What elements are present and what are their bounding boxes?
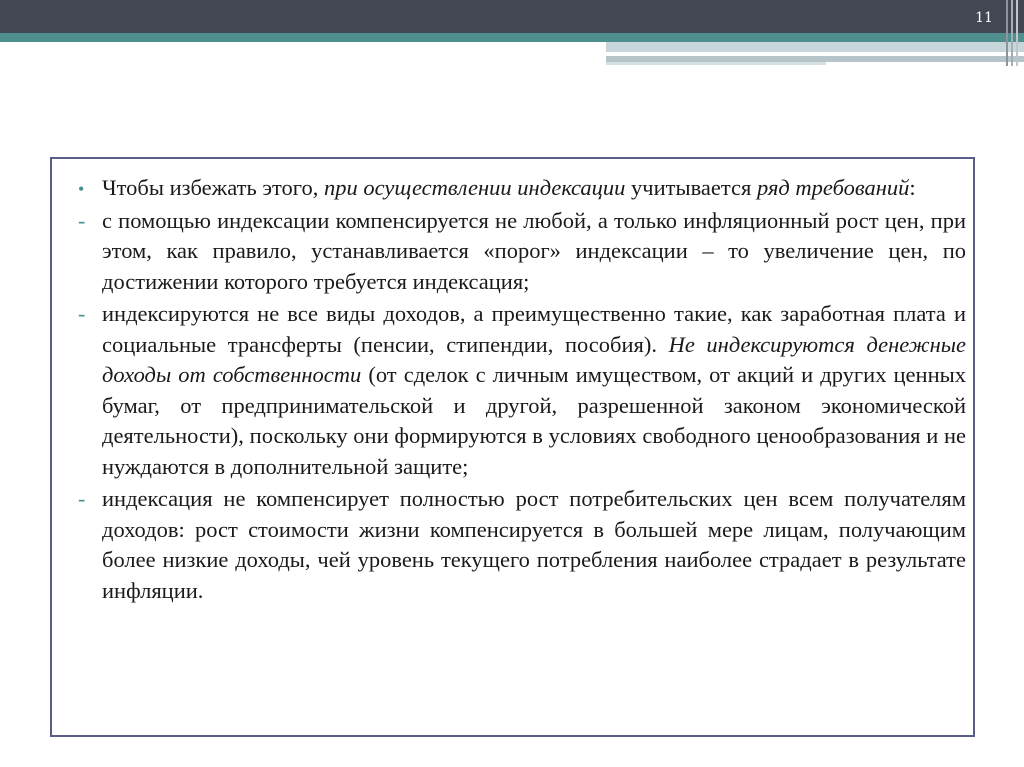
intro-text: учитывается <box>625 175 757 200</box>
content-text <box>78 173 966 608</box>
list-item-text: индексируются не все виды доходов, а преимущественно такие, как заработная плата и социальные трансферты (пенсии, стипендии, пособия). <box>102 301 966 357</box>
list-item-text: (от сделок с личным имуществом, от акций и других ценных бумаг, от предпринимательской и другой, разрешенной законом экономической деятельности), поскольку они формируются в условиях свободного ценообразования и не нуждаются в дополнительной защите; <box>102 362 966 479</box>
header-accent-bar <box>826 62 1024 65</box>
intro-emphasis: при осуществлении индексации <box>323 175 626 200</box>
list-item-intro <box>78 173 966 204</box>
list-item-emphasis: Не индексируются денежные доходы от собственности <box>102 331 966 387</box>
dash-icon: - <box>78 301 86 326</box>
list-item <box>78 484 966 606</box>
intro-text: : <box>909 175 916 200</box>
intro-text: Чтобы избежать этого, <box>102 175 324 200</box>
list-item <box>78 299 966 482</box>
list-item <box>78 206 966 298</box>
header-vertical-rule <box>1006 0 1008 66</box>
list-item-text: индексация не компенсирует полностью рост потребительских цен всем получателям доходов: рост стоимости жизни компенсируется в большей мере лицам, получающим более низкие доходы, чей уровень текущего потребления наиболее страдает в результате инфляции. <box>102 486 966 603</box>
dash-icon: - <box>78 207 86 233</box>
header-accent-bar <box>606 42 1024 52</box>
intro-emphasis: ряд требований <box>756 175 910 200</box>
bullet-icon: • <box>78 179 85 199</box>
content-frame <box>50 157 975 737</box>
header-band-dark <box>0 0 1024 33</box>
header-vertical-rule <box>1011 0 1013 66</box>
list-item-text: с помощью индексации компенсируется не любой, а только инфляционный рост цен, при этом, как правило, устанавливается «порог» индексации – то увеличение цен, по достижении которого требуется индексация; <box>102 207 966 294</box>
header-vertical-rule <box>1016 0 1018 66</box>
header-accent-bar <box>606 62 826 65</box>
header-band-teal <box>0 33 1024 42</box>
dash-icon: - <box>78 486 86 511</box>
slide-number: 11 <box>975 10 993 26</box>
